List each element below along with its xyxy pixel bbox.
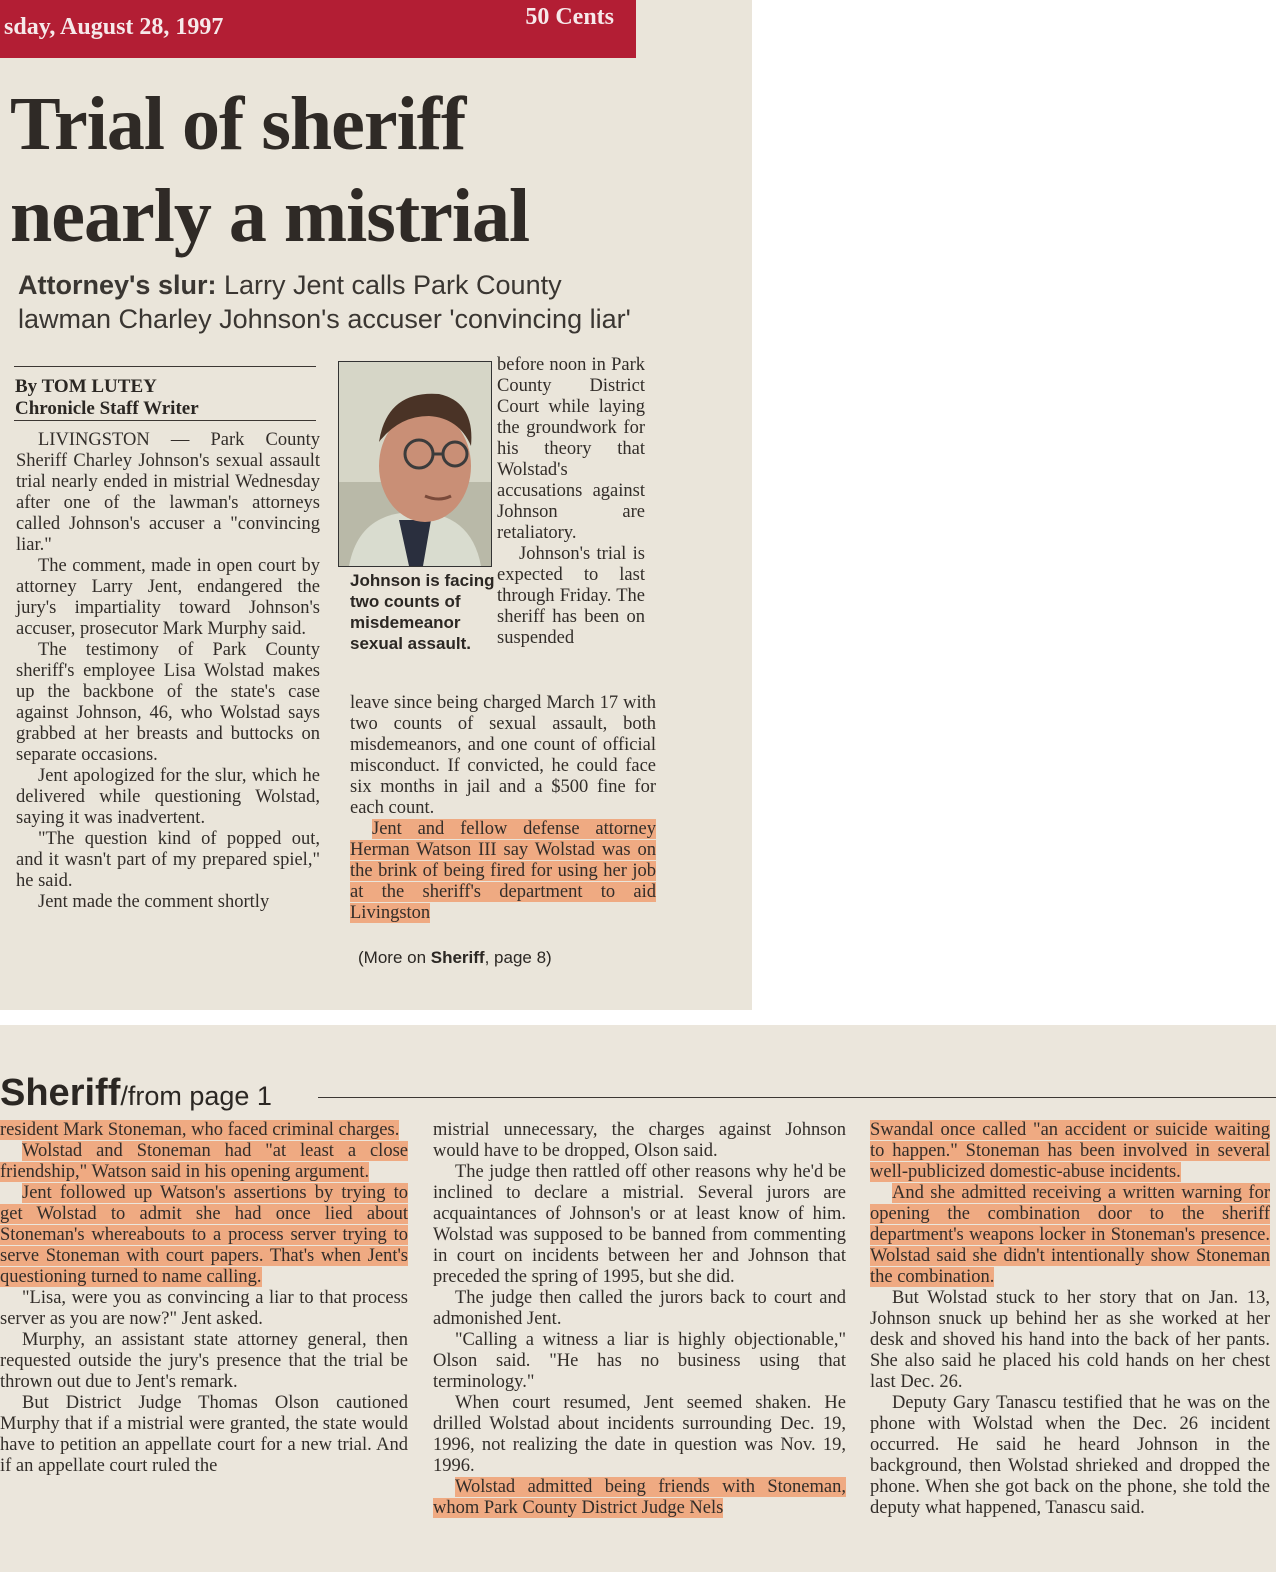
article-column-2-bottom	[350, 693, 656, 924]
paragraph: The judge then rattled off other reasons why he'd be inclined to declare a mistrial. Several jurors are acquaintances of Johnson's or at least know of him. Wolstad was supposed to be banned from commenting in court on incidents between her and Johnson that preceded the spring of 1995, but she did.	[433, 1162, 846, 1287]
paragraph	[0, 1120, 408, 1141]
masthead-date: sday, August 28, 1997	[4, 14, 224, 40]
article-column-2-top	[497, 355, 645, 649]
paragraph: mistrial unnecessary, the charges against Johnson would have to be dropped, Olson said.	[433, 1120, 846, 1161]
byline-title: Chronicle Staff Writer	[15, 398, 199, 419]
headline-line-2: nearly a mistrial	[10, 174, 530, 258]
paragraph: The judge then called the jurors back to court and admonished Jent.	[433, 1288, 846, 1329]
paragraph	[0, 1141, 408, 1183]
deck-lead: Attorney's slur:	[18, 270, 217, 300]
paragraph: "Calling a witness a liar is highly objectionable," Olson said. "He has no business using that terminology."	[433, 1330, 846, 1392]
masthead-price: 50 Cents	[525, 4, 614, 30]
paragraph: leave since being charged March 17 with two counts of sexual assault, both misdemeanors, and one count of official misconduct. If convicted, he could face six months in jail and a $500 fine for each count.	[350, 693, 656, 818]
paragraph: Jent made the comment shortly	[38, 892, 270, 912]
article-column-1	[16, 430, 320, 913]
paragraph	[870, 1120, 1270, 1183]
paragraph: Johnson's trial is expected to last through Friday. The sheriff has been on suspended	[497, 544, 645, 648]
masthead-bar	[0, 0, 636, 58]
continued-line	[358, 948, 552, 968]
paragraph: "The question kind of popped out, and it wasn't part of my prepared spiel," he said.	[16, 829, 320, 891]
paragraph: before noon in Park County District Court while laying the groundwork for his theory that Wolstad's accusations against Johnson are retaliatory.	[497, 355, 645, 543]
highlight: Jent and fellow defense attorney Herman Watson III say Wolstad was on the brink of being fired for using her job at the sheriff's department to aid Livingston	[350, 819, 656, 923]
paragraph: But District Judge Thomas Olson cautioned Murphy that if a mistrial were granted, the state would have to petition an appellate court for a new trial. And if an appellate court ruled the	[0, 1393, 408, 1476]
paragraph	[433, 1477, 846, 1519]
paragraph	[870, 1183, 1270, 1288]
paragraph: The comment, made in open court by attorney Larry Jent, endangered the jury's impartiality toward Johnson's accuser, prosecutor Mark Murphy said.	[16, 556, 320, 639]
byline-name: By TOM LUTEY	[15, 376, 157, 397]
sheriff-photo	[338, 361, 492, 567]
highlight: Wolstad admitted being friends with Stoneman, whom Park County District Judge Nels	[433, 1477, 846, 1518]
jump-column-1	[0, 1120, 408, 1477]
paragraph: Jent apologized for the slur, which he delivered while questioning Wolstad, saying it was inadvertent.	[16, 766, 320, 828]
jump-column-3	[870, 1120, 1270, 1519]
highlight: Wolstad and Stoneman had "at least a close friendship," Watson said in his opening argument.	[0, 1141, 408, 1182]
highlighted-paragraph	[350, 819, 656, 924]
paragraph: Deputy Gary Tanascu testified that he was on the phone with Wolstad when the Dec. 26 incident occurred. He said he heard Johnson in the background, then Wolstad shrieked and dropped the phone. When she got back on the phone, she told the deputy what happened, Tanascu said.	[870, 1393, 1270, 1518]
highlight: resident Mark Stoneman, who faced criminal charges.	[0, 1120, 400, 1140]
paragraph: When court resumed, Jent seemed shaken. He drilled Wolstad about incidents surrounding Dec. 19, 1996, not realizing the date in question was Nov. 19, 1996.	[433, 1393, 846, 1476]
paragraph: But Wolstad stuck to her story that on Jan. 13, Johnson snuck up behind her as she worked at her desk and shoved his hand into the back of her pants. She also said he placed his cold hands on her chest last Dec. 26.	[870, 1288, 1270, 1392]
divider	[14, 420, 316, 421]
divider	[14, 366, 316, 367]
jump-column-2	[433, 1120, 846, 1519]
headline-line-1: Trial of sheriff	[10, 82, 466, 166]
deck-line-1: Larry Jent calls Park County	[216, 270, 562, 300]
paragraph: LIVINGSTON — Park County Sheriff Charley Johnson's sexual assault trial nearly ended in mistrial Wednesday after one of the lawman's attorneys called Johnson's accuser a "convincing liar."	[16, 430, 320, 555]
highlight: And she admitted receiving a written warning for opening the combination door to the sheriff department's weapons locker in Stoneman's presence. Wolstad said she didn't intentionally show Stoneman the combination.	[870, 1183, 1270, 1287]
continued-pre: (More on	[358, 948, 431, 967]
deck-line-2: lawman Charley Johnson's accuser 'convincing liar'	[18, 304, 631, 334]
deck	[18, 268, 658, 336]
paragraph: The testimony of Park County sheriff's employee Lisa Wolstad makes up the backbone of the state's case against Johnson, 46, who Wolstad says grabbed at her breasts and buttocks on separate occasions.	[16, 640, 320, 765]
jump-subtitle: /from page 1	[120, 1081, 272, 1111]
jump-title: Sheriff	[0, 1072, 121, 1114]
portrait-image	[339, 362, 491, 566]
jump-header	[0, 1072, 272, 1115]
paragraph	[0, 1183, 408, 1288]
paragraph: Murphy, an assistant state attorney general, then requested outside the jury's presence that the trial be thrown out due to Jent's remark.	[0, 1330, 408, 1392]
headline	[10, 78, 650, 262]
continued-bold: Sheriff	[430, 948, 485, 967]
highlight: Swandal once called "an accident or suicide waiting to happen." Stoneman has been involved in several well-publicized domestic-abuse incidents.	[870, 1120, 1270, 1182]
highlight: Jent followed up Watson's assertions by trying to get Wolstad to admit she had once lied about Stoneman's whereabouts to a process server trying to serve Stoneman with court papers. That's when Jent's questioning turned to name calling.	[0, 1183, 408, 1287]
front-page-clipping	[0, 0, 752, 1010]
paragraph: "Lisa, were you as convincing a liar to that process server as you are now?" Jent asked.	[0, 1288, 408, 1329]
byline	[15, 376, 199, 420]
continued-post: , page 8)	[484, 948, 552, 967]
photo-caption: Johnson is facing two counts of misdemeanor sexual assault.	[350, 571, 495, 653]
divider	[318, 1097, 1276, 1098]
